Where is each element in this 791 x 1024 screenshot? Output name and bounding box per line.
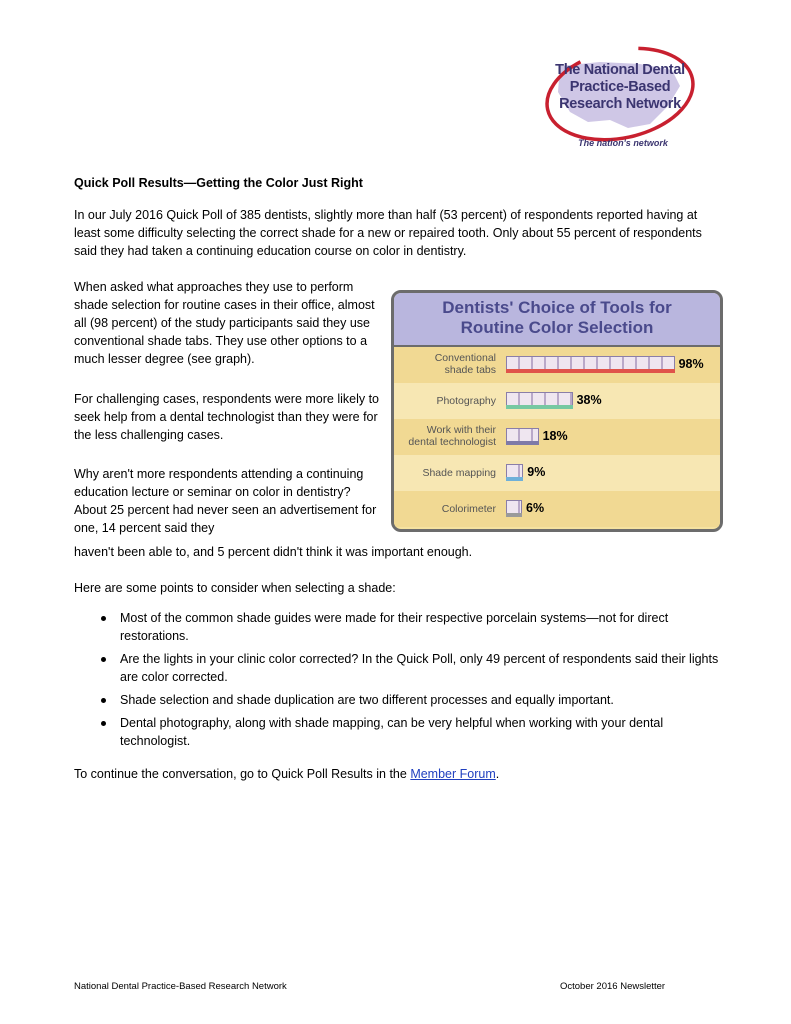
footer-organization: National Dental Practice-Based Research Network [74,981,287,992]
bullet-text: Dental photography, along with shade mapping, can be very helpful when working with your dental technologist. [120,716,664,748]
shade-tab-icons [506,428,539,442]
value-bar [506,513,522,517]
approaches-paragraph: When asked what approaches they use to perform shade selection for routine cases in their office, almost all (98 percent) of the study participants said they use conventional shade tabs. They use other options to a much lesser degree (see graph). [74,280,375,366]
footer-issue: October 2016 Newsletter [560,981,666,992]
chart-rows [394,347,720,527]
category-label-line: Shade mapping [422,467,496,479]
category-label-line: shade tabs [444,364,496,376]
bullet-text: Shade selection and shade duplication are two different processes and equally important. [120,693,614,707]
article-title: Quick Poll Results—Getting the Color Just Right [74,176,363,190]
bullet-dot [101,698,106,703]
category-label-line: Work with their [426,424,496,436]
bullet-dot [101,657,106,662]
value-bar [506,369,675,373]
bullet-item [74,650,734,686]
bullet-dot [101,616,106,621]
shade-tab-icons [506,356,675,370]
chart-row [394,347,720,383]
bullet-text: Most of the common shade guides were made for their respective porcelain systems—not for direct restorations. [120,611,669,643]
closing-text: To continue the conversation, go to Quick Poll Results in the [74,767,411,781]
shade-tab-icons [506,464,523,478]
value-label: 9% [527,465,546,479]
logo-line-2: Practice-Based [569,79,671,95]
logo-text [545,62,695,113]
chart-row [394,419,720,455]
value-label: 38% [576,393,602,407]
attendance-paragraph-end: haven't been able to, and 5 percent didn't think it was important enough. [74,545,473,559]
attendance-paragraph: Why aren't more respondents attending a continuing education lecture or seminar on color in dentistry? About 25 percent had never seen an advertisement for one, 14 percent said they [74,467,377,535]
chart-title-line-2: Routine Color Selection [460,318,654,337]
logo-line-1: The National Dental [555,62,685,78]
category-label [394,352,496,376]
shade-tab-icons [506,500,522,514]
bullet-item [74,609,734,645]
points-intro: Here are some points to consider when selecting a shade: [74,581,396,595]
bullet-list [74,609,734,755]
chart-row [394,383,720,419]
closing-paragraph [74,765,724,783]
category-label-line: Conventional [434,352,496,364]
category-label [394,467,496,479]
bullet-dot [101,721,106,726]
chart-row [394,455,720,491]
chart-header [394,293,720,347]
challenging-cases-paragraph: For challenging cases, respondents were more likely to seek help from a dental technologist than they were for the less challenging cases. [74,392,380,442]
bullet-item [74,691,734,709]
value-bar [506,405,573,409]
category-label-line: dental technologist [408,436,496,448]
category-label-line: Colorimeter [441,503,496,515]
category-label [394,503,496,515]
logo-line-3: Research Network [559,96,681,112]
category-label-line: Photography [436,395,496,407]
logo-tagline: The nation's network [578,138,668,148]
value-label: 6% [526,501,545,515]
chart-row [394,491,720,527]
chart-title [394,298,720,338]
category-label [394,395,496,407]
value-label: 98% [678,357,704,371]
bullet-text: Are the lights in your clinic color corrected? In the Quick Poll, only 49 percent of respondents said their lights are color corrected. [120,652,719,684]
value-label: 18% [542,429,568,443]
intro-paragraph: In our July 2016 Quick Poll of 385 dentists, slightly more than half (53 percent) of respondents reported having at least some difficulty selecting the correct shade for a new or repaired tooth. Only about 55 percent of respondents said they had taken a continuing education course on color in dentistry. [74,208,702,258]
value-bar [506,441,539,445]
chart-title-line-1: Dentists' Choice of Tools for [442,298,672,317]
value-bar [506,477,523,481]
bullet-item [74,714,734,750]
shade-tab-icons [506,392,573,406]
tools-chart [391,290,723,532]
closing-period: . [495,767,500,781]
category-label [394,424,496,448]
member-forum-link[interactable]: Member Forum [410,767,496,781]
